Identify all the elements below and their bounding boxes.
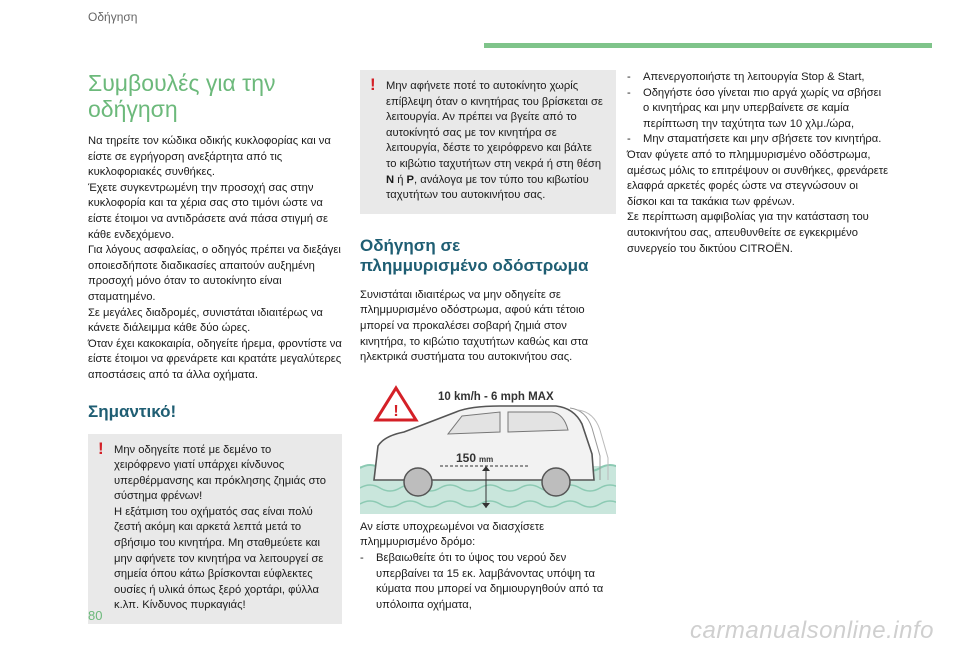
section-label: Οδήγηση bbox=[88, 10, 138, 24]
flooded-road-paragraph: Συνιστάται ιδιαιτέρως να μην οδηγείτε σε πλημμυρισμένο οδόστρωμα, αφού κάτι τέτοιο μπορεί να προκαλέσει σοβαρή ζημιά στον κινητήρα, το κιβώτιο ταχυτήτων καθώς και στα ηλεκτρικά συστήματα του αυτοκινήτου σας. bbox=[360, 288, 589, 364]
crossing-steps-list-continued bbox=[627, 70, 889, 148]
engine-running-warning-box bbox=[360, 70, 616, 214]
list-item: - Απενεργοποιήστε τη λειτουργία Stop & Start, bbox=[627, 70, 889, 86]
page-title-line1: Συμβουλές για την bbox=[88, 70, 276, 96]
flooded-road-diagram bbox=[360, 384, 616, 514]
gear-p-label: P bbox=[406, 173, 415, 186]
handbrake-warning-box bbox=[88, 434, 342, 625]
intro-paragraph-3: Για λόγους ασφαλείας, ο οδηγός πρέπει να διεξάγει οποιεσδήποτε διαδικασίες απαιτούν αυξημένη προσοχή μόνο όταν το αυτοκίνητο είναι σταματημένο. bbox=[88, 244, 341, 303]
list-item: - Οδηγήστε όσο γίνεται πιο αργά χωρίς να σβήσει ο κινητήρας και μην υπερβαίνετε σε καμία περίπτωση την ταχύτητα των 10 χλμ./ώρα, bbox=[627, 86, 889, 133]
flooded-road-illustration bbox=[360, 384, 616, 514]
flooded-road-heading-line2: πλημμυρισμένο οδόστρωμα bbox=[360, 255, 589, 275]
after-flood-paragraph: Όταν φύγετε από το πλημμυρισμένο οδόστρωμα, αμέσως μόλις το επιτρέψουν οι συνθήκες, φρενάρετε ελαφρά αρκετές φορές ώστε να στεγνώσουν οι δίσκοι και τα τακάκια των φρένων. bbox=[627, 148, 889, 208]
column-right bbox=[627, 70, 889, 257]
exhaust-warning-text: Η εξάτμιση του οχήματός σας είναι πολύ ζεστή ακόμη και αρκετά λεπτά μετά το σβήσιμο του κινητήρα. Μη σταθμεύετε και μην αφήνετε τον κινητήρα να λειτουργεί σε σημεία όπου κάτω βρίσκονται εύφλεκτες ουσίες ή υλικά όπως ξερό χορτάρι, φύλλα κ.λπ. Κίνδυνος πυρκαγιάς! bbox=[114, 505, 324, 612]
car-window bbox=[508, 412, 568, 432]
page-number: 80 bbox=[88, 608, 103, 623]
car-rear-wheel bbox=[542, 468, 570, 496]
flooded-road-heading bbox=[360, 236, 616, 276]
warning-icon: ! bbox=[370, 75, 376, 94]
intro-paragraph-1: Να τηρείτε τον κώδικα οδικής κυκλοφορίας και να είστε σε εγρήγορση ανεξάρτητα από τις κυκλοφοριακές συνθήκες. bbox=[88, 135, 331, 179]
column-middle bbox=[360, 70, 616, 613]
crossing-intro-text: Αν είστε υποχρεωμένοι να διασχίσετε πλημμυρισμένο δρόμο: bbox=[360, 520, 545, 549]
gear-n-label: N bbox=[386, 173, 395, 186]
page-title bbox=[88, 70, 342, 122]
column-left bbox=[88, 70, 342, 624]
list-item: - Μην σταματήσετε και μην σβήσετε τον κινητήρα. bbox=[627, 132, 889, 148]
important-heading: Σημαντικό! bbox=[88, 401, 177, 421]
warning-text-part: , ανάλογα με τον τύπο του κιβωτίου ταχυτήτων του αυτοκινήτου σας. bbox=[386, 173, 589, 202]
intro-paragraph-2: Έχετε συγκεντρωμένη την προσοχή σας στην κυκλοφορία και τα χέρια σας στο τιμόνι ώστε να είστε έτοιμοι να αντιδράσετε ανά πάσα στιγμή σε κάθε ενδεχόμενο. bbox=[88, 181, 328, 241]
engine-running-warning-text bbox=[386, 79, 604, 204]
water-depth-unit: mm bbox=[479, 454, 494, 464]
car-front-wheel bbox=[404, 468, 432, 496]
speed-limit-label: 10 km/h - 6 mph MAX bbox=[438, 390, 554, 403]
warning-triangle-mark: ! bbox=[393, 402, 399, 420]
warning-icon: ! bbox=[98, 438, 104, 458]
flooded-road-heading-line1: Οδήγηση σε bbox=[360, 235, 461, 255]
watermark: carmanualsonline.info bbox=[690, 617, 934, 644]
section-color-bar bbox=[484, 43, 932, 48]
warning-text-part: Μην αφήνετε ποτέ το αυτοκίνητο χωρίς επίβλεψη όταν ο κινητήρας του βρίσκεται σε λειτουργία. Αν πρέπει να βγείτε από το αυτοκίνητό σας με τον κινητήρα σε λειτουργία, δέστε το χειρόφρενο και βάλτε το κιβώτιο ταχυτήτων στη νεκρά ή στη θέση bbox=[386, 80, 603, 170]
crossing-steps-list bbox=[360, 551, 616, 613]
intro-paragraph-5: Όταν έχει κακοκαιρία, οδηγείτε ήρεμα, φροντίστε να είστε έτοιμοι να φρενάρετε και κρατάτε μεγαλύτερες αποστάσεις από τα άλλα οχήματα. bbox=[88, 337, 342, 381]
intro-paragraph-4: Σε μεγάλες διαδρομές, συνιστάται ιδιαιτέρως να κάνετε διάλειμμα κάθε δύο ώρες. bbox=[88, 306, 323, 335]
handbrake-warning-text: Μην οδηγείτε ποτέ με δεμένο το χειρόφρενο γιατί υπάρχει κίνδυνος υπερθέρμανσης και πρόκλησης ζημιάς στο σύστημα φρένων! bbox=[114, 443, 326, 503]
warning-text-part: ή bbox=[394, 173, 407, 186]
doubt-paragraph: Σε περίπτωση αμφιβολίας για την κατάσταση του αυτοκινήτου σας, απευθυνθείτε σε εγκεκριμένο συνεργείο του δικτύου CITROËN. bbox=[627, 211, 869, 255]
list-item: - Βεβαιωθείτε ότι το ύψος του νερού δεν υπερβαίνει τα 15 εκ. λαμβάνοντας υπόψη τα κύματα που μπορεί να δημιουργηθούν από τα υπόλοιπα οχήματα, bbox=[360, 551, 616, 613]
water-depth-value: 150 bbox=[456, 450, 477, 465]
page-title-line2: οδήγηση bbox=[88, 96, 178, 122]
